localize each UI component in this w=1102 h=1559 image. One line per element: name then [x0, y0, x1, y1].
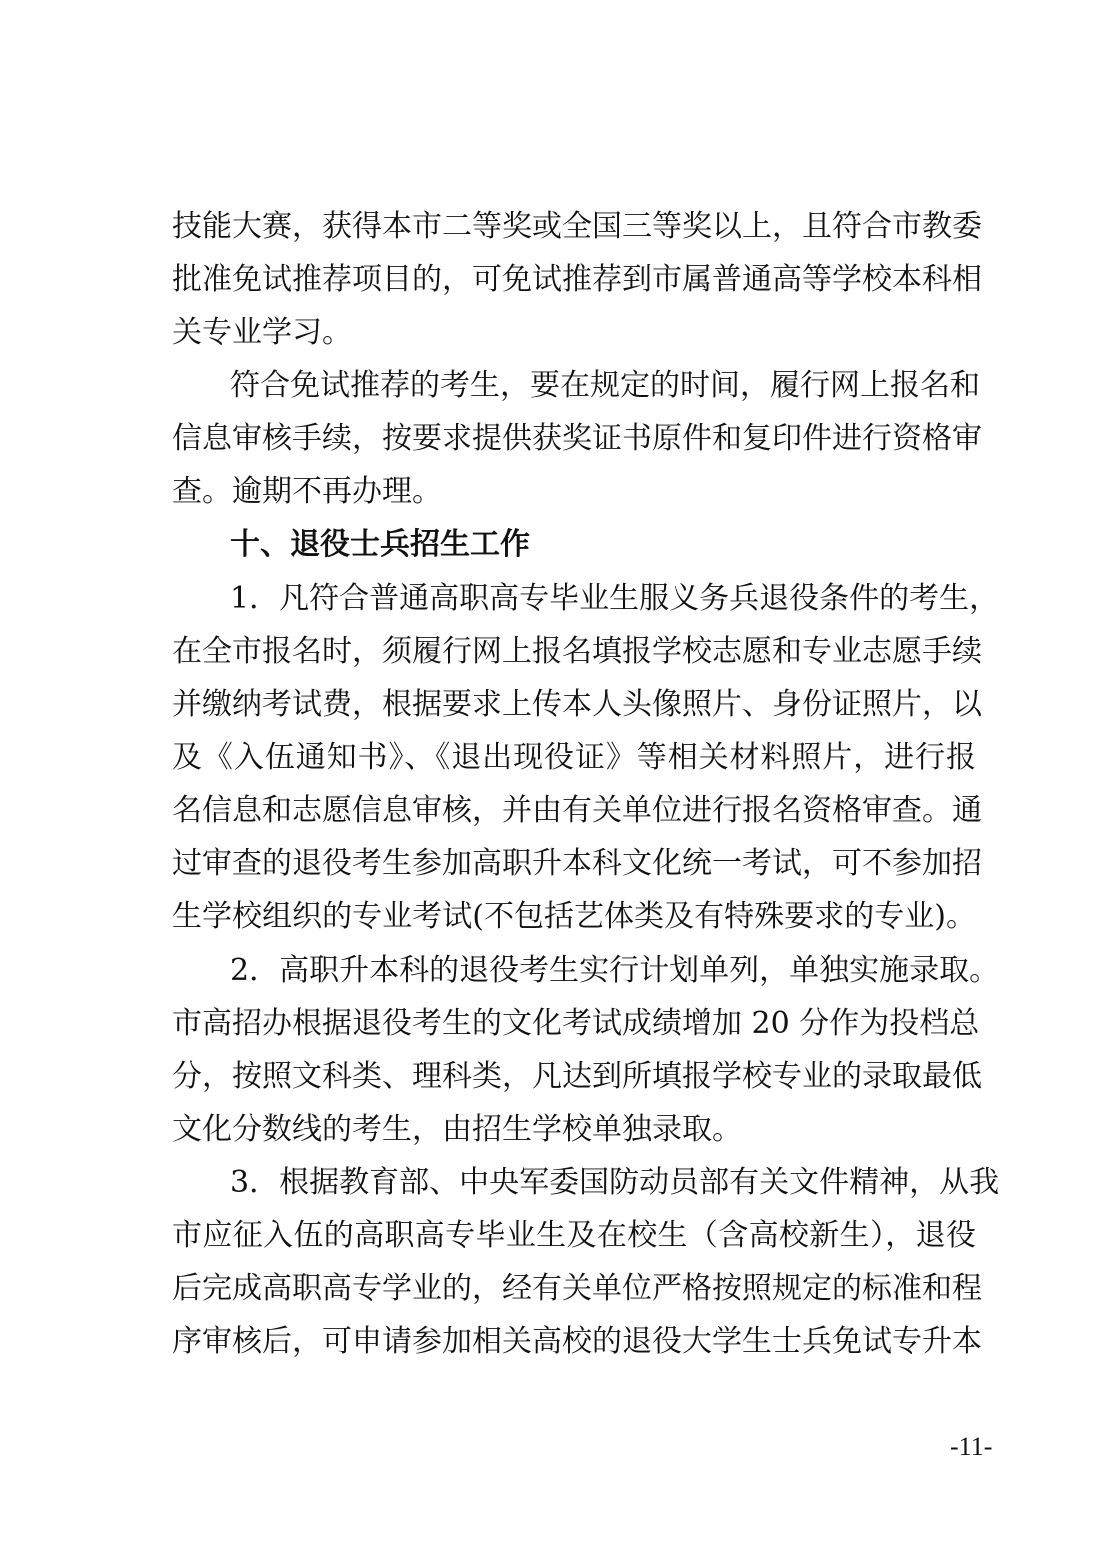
paragraph-1-line-1: 技能大赛，获得本市二等奖或全国三等奖以上，且符合市教委 — [172, 209, 982, 244]
paragraph-3-line-2: 在全市报名时，须履行网上报名填报学校志愿和专业志愿手续 — [172, 634, 982, 669]
paragraph-4-line-4: 文化分数线的考生，由招生学校单独录取。 — [172, 1112, 742, 1147]
paragraph-4-line-3: 分，按照文科类、理科类，凡达到所填报学校专业的录取最低 — [172, 1059, 982, 1094]
paragraph-2-line-1: 符合免试推荐的考生，要在规定的时间，履行网上报名和 — [230, 368, 980, 403]
paragraph-3-line-6: 过审查的退役考生参加高职升本科文化统一考试，可不参加招 — [172, 846, 982, 881]
paragraph-4-line-2: 市高招办根据退役考生的文化考试成绩增加 20 分作为投档总 — [172, 1006, 980, 1041]
paragraph-1-line-3: 关专业学习。 — [172, 315, 352, 350]
paragraph-2-line-2: 信息审核手续，按要求提供获奖证书原件和复印件进行资格审 — [172, 421, 982, 456]
paragraph-4-line-1: 2．高职升本科的退役考生实行计划单列，单独实施录取。 — [230, 953, 1000, 988]
section-heading: 十、退役士兵招生工作 — [230, 527, 530, 562]
page-number: -11- — [950, 1432, 993, 1461]
paragraph-1-line-2: 批准免试推荐项目的，可免试推荐到市属普通高等学校本科相 — [172, 262, 982, 297]
paragraph-5-line-4: 序审核后，可申请参加相关高校的退役大学生士兵免试专升本 — [172, 1324, 982, 1359]
paragraph-3-line-5: 名信息和志愿信息审核，并由有关单位进行报名资格审查。通 — [172, 793, 982, 828]
paragraph-3-line-3: 并缴纳考试费，根据要求上传本人头像照片、身份证照片，以 — [172, 687, 982, 722]
paragraph-5-line-1: 3．根据教育部、中央军委国防动员部有关文件精神，从我 — [230, 1165, 1000, 1200]
paragraph-3-line-4: 及《入伍通知书》、《退出现役证》等相关材料照片，进行报 — [172, 740, 976, 775]
paragraph-5-line-2: 市应征入伍的高职高专毕业生及在校生（含高校新生），退役 — [172, 1218, 976, 1253]
paragraph-2-line-3: 查。逾期不再办理。 — [172, 474, 442, 509]
paragraph-5-line-3: 后完成高职高专学业的，经有关单位严格按照规定的标准和程 — [172, 1271, 982, 1306]
paragraph-3-line-7: 生学校组织的专业考试(不包括艺体类及有特殊要求的专业)。 — [172, 899, 976, 934]
paragraph-3-line-1: 1．凡符合普通高职高专毕业生服义务兵退役条件的考生， — [230, 581, 1000, 616]
